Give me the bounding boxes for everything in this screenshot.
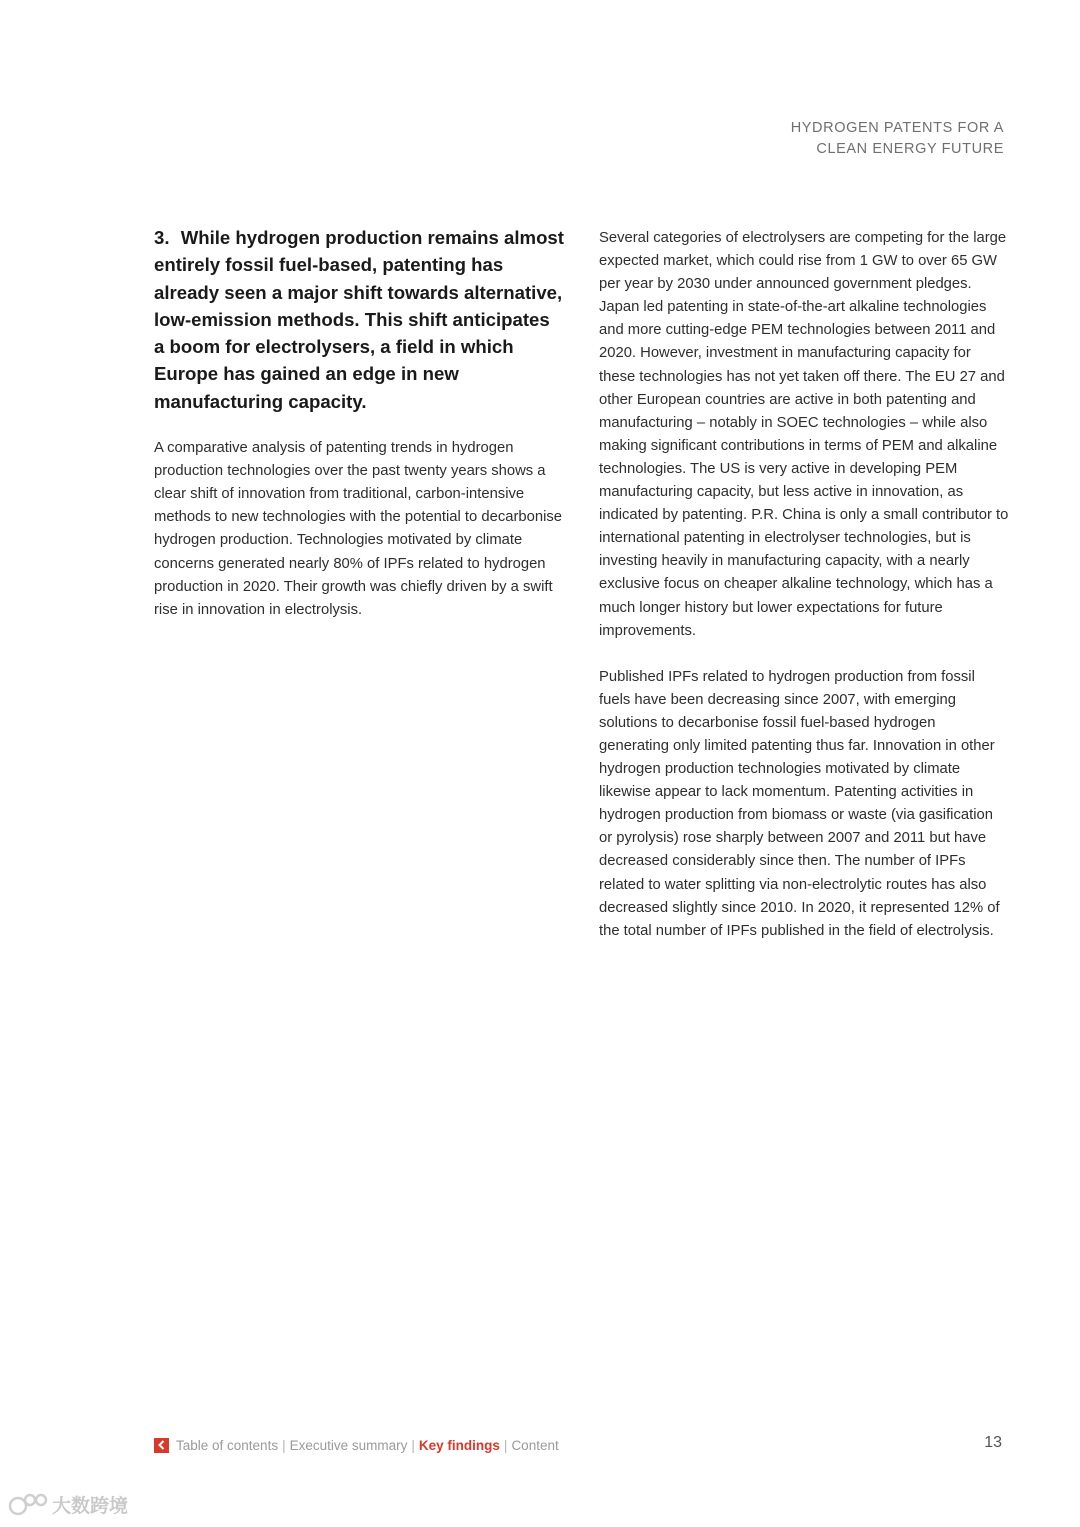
nav-link-content[interactable]: Content <box>511 1437 559 1453</box>
nav-link-key-findings[interactable]: Key findings <box>418 1437 500 1453</box>
section-number: 3. <box>154 227 170 248</box>
section-heading-text: While hydrogen production remains almost entirely fossil fuel-based, patenting has already seen a major shift towards alternative, low-emission methods. This shift anticipates a boom for electrolysers, a field in which Europe has gained an edge in new manufacturing capacity. <box>154 227 564 412</box>
fossil-fuels-paragraph: Published IPFs related to hydrogen production from fossil fuels have been decreasing since 2007, with emerging solutions to decarbonise fossil fuel-based hydrogen generating only limited patenting thus far. Innovation in other hydrogen production technologies motivated by climate likewise appear to lack momentum. Patenting activities in hydrogen production from biomass or waste (via gasification or pyrolysis) rose sharply between 2007 and 2011 but have decreased considerably since then. The number of IPFs related to water splitting via non-electrolytic routes has also decreased slightly since 2010. In 2020, it represented 12% of the total number of IPFs published in the field of electrolysis. <box>599 668 1000 939</box>
nav-separator: | <box>503 1437 508 1453</box>
watermark-logo-icon <box>8 1490 50 1518</box>
running-header-line-1: HYDROGEN PATENTS FOR A <box>790 120 1004 136</box>
section-heading <box>154 224 564 415</box>
footer-navigation <box>154 1436 559 1454</box>
running-header-line-2: CLEAN ENERGY FUTURE <box>816 141 1004 157</box>
electrolysers-paragraph: Several categories of electrolysers are competing for the large expected market, which could rise from 1 GW to over 65 GW per year by 2030 under announced government pledges. Japan led patenting in state-of-the-art alkaline technologies and more cutting-edge PEM technologies between 2011 and 2020. However, investment in manufacturing capacity for these technologies has not yet taken off there. The EU 27 and other European countries are active in both patenting and manufacturing – notably in SOEC technologies – while also making significant contributions in terms of PEM and alkaline technologies. The US is very active in developing PEM manufacturing capacity, but less active in innovation, as indicated by patenting. P.R. China is only a small contributor to international patenting in electrolyser technologies, but is investing heavily in manufacturing capacity, with a nearly exclusive focus on cheaper alkaline technology, which has a much longer history but lower expectations for future improvements. <box>599 230 1009 639</box>
nav-link-executive-summary[interactable]: Executive summary <box>289 1437 408 1453</box>
page-number: 13 <box>984 1434 1002 1451</box>
watermark-text: 大数跨境 <box>52 1495 129 1517</box>
nav-separator: | <box>411 1437 415 1453</box>
intro-paragraph: A comparative analysis of patenting trends in hydrogen production technologies over the past twenty years shows a clear shift of innovation from traditional, carbon-intensive methods to new technologies with the potential to decarbonise hydrogen production. Technologies motivated by climate concerns generated nearly 80% of IPFs related to hydrogen production in 2020. Their growth was chiefly driven by a swift rise in innovation in electrolysis. <box>154 440 562 618</box>
nav-separator: | <box>282 1437 286 1453</box>
watermark <box>8 1490 128 1518</box>
right-column <box>599 227 1009 943</box>
back-arrow-icon[interactable] <box>154 1438 169 1453</box>
running-header <box>791 118 1004 160</box>
nav-link-table-of-contents[interactable]: Table of contents <box>176 1437 279 1453</box>
left-column <box>154 224 564 622</box>
